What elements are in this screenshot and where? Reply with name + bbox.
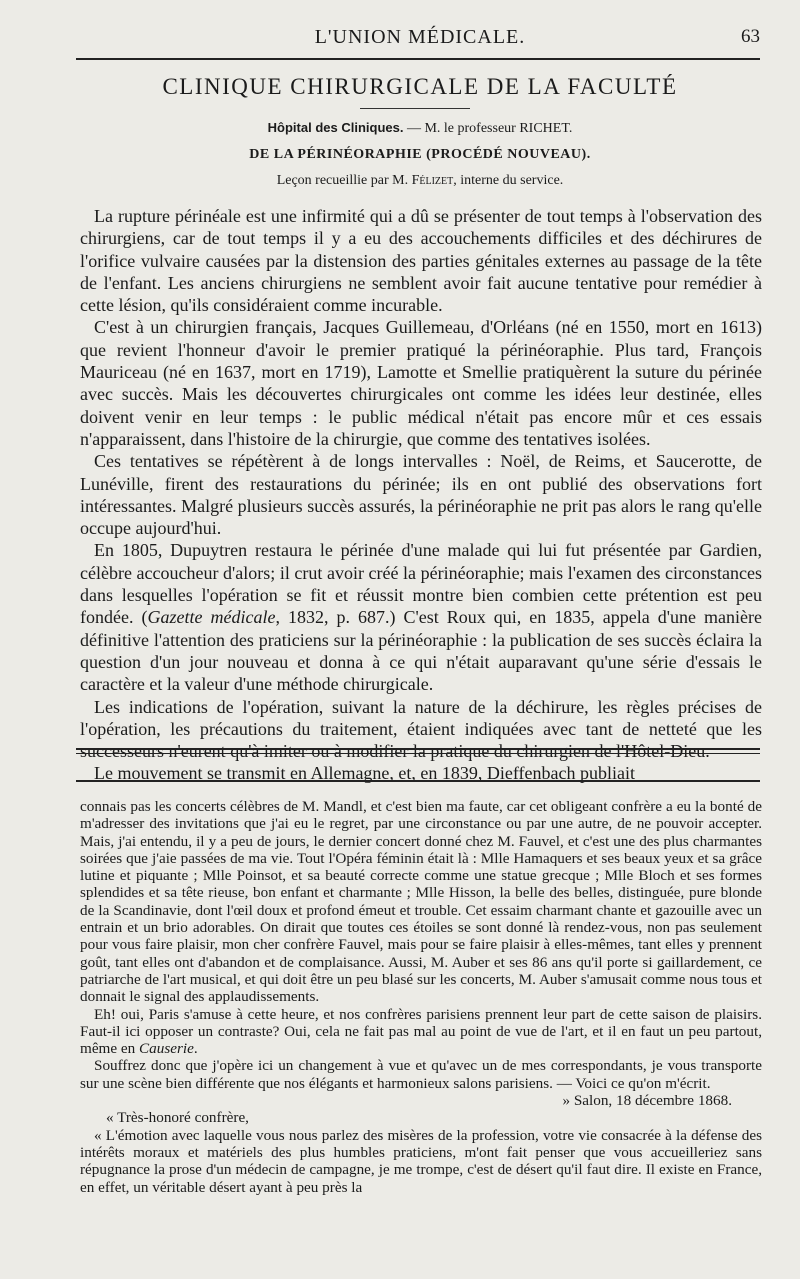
lecture-prefix: Leçon recueillie par M. — [276, 173, 412, 188]
article-paragraph: Ces tentatives se répétèrent à de longs intervalles : Noël, de Reims, et Saucerotte, de Lunéville, firent des restaurations du périnée; ils en ont publié des observations fort intéressantes. Malgré plusieurs succès assurés, la périnéoraphie ne prit pas alors le rang qu'elle occupe aujourd'hui. — [80, 451, 762, 539]
hospital-name: Hôpital des Cliniques. — [267, 120, 404, 135]
feuilleton-paragraph: connais pas les concerts célèbres de M. Mandl, et c'est bien ma faute, car cet obligeant confrère a eu la bonté de m'adresser des invitations que j'ai eu le regret, par une circonstance ou par une autre, de ne pouvoir accepter. Mais, j'ai entendu, il y a peu de jours, le dernier concert donné chez M. Fauvel, et c'est une des plus charmantes soirées que j'aie passées de ma vie. Tout l'Opéra féminin était là : Mlle Hamaquers et ses beaux yeux et sa grâce lutine et piquante ; Mlle Poinsot, et sa beauté correcte comme une statue grecque ; Mlle Bloch et ses formes splendides et sa tête rieuse, bon enfant et charmante ; Mlle Hisson, la belle des belles, distinguée, pure blonde de la Scandinavie, dont l'œil doux et profond émeut et trouble. Cet essaim charmant chante et gazouille avec un entrain et un brio adorables. On dirait que toutes ces étoiles se sont donné là rendez-vous, non pas seulement pour vous faire plaisir, mon cher confrère Fauvel, mais pour se faire plaisir à elles-mêmes, tant elles y prennent goût, tant elles ont d'abandon et de complaisance. Aussi, M. Auber et ses 86 ans qu'il porte si gaillardement, ce patriarche de l'art musical, et qui doit être un peu blasé sur les concerts, M. Auber s'amusait comme nous tous et donnait le signal des applaudissements. — [80, 798, 762, 1006]
causerie-italic: Causerie — [139, 1040, 194, 1058]
section-rule — [76, 748, 760, 750]
letter-date: » Salon, 18 décembre 1868. — [562, 1092, 732, 1110]
article-paragraph: C'est à un chirurgien français, Jacques Guillemeau, d'Orléans (né en 1550, mort en 1613) que revient l'honneur d'avoir le premier pratiqué la périnéoraphie. Plus tard, François Mauriceau (né en 1637, mort en 1719), Lamotte et Smellie pratiquèrent la suture du périnée avec succès. Mais les découvertes chirurgicales ont comme les idées leur destinée, elles doivent venir en leur temps : le public médical n'était pas encore mûr et ces essais n'apparaissent, dans l'histoire de la chirurgie, que comme des tentatives isolées. — [80, 317, 762, 449]
lecture-suffix: , interne du service. — [453, 173, 564, 188]
article-title: CLINIQUE CHIRURGICALE DE LA FACULTÉ — [162, 74, 678, 99]
paragraph-text: , 1832, p. 687.) C'est Roux qui, en 1835, appela d'une manière définitive l'attention des praticiens sur la périnéoraphie : la publication de ses succès éclaira la question d'un jour nouveau et donna à ce qui n'était auparavant qu'une série d'essais le caractère et la valeur d'une méthode chirurgicale. — [80, 607, 762, 695]
letter-paragraph: « L'émotion avec laquelle vous nous parlez des misères de la profession, votre vie consacrée à la défense des intérêts moraux et matériels des plus humbles praticiens, m'ont fait penser que vous accueilleriez sans répugnance la prose d'un médecin de campagne, je me trompe, c'est de désert qu'il faut dire. Il existe en France, en effet, un véritable désert ayant à peu près la — [80, 1126, 762, 1196]
running-head — [80, 26, 760, 52]
header-rule — [76, 58, 760, 60]
page-number: 63 — [741, 26, 760, 47]
article-paragraph: La rupture périnéale est une infirmité qui a dû se présenter de tout temps à l'observation des chirurgiens, car de tout temps il y a eu des accouchements difficiles et des déchirures de l'orifice vulvaire causées par la distension des parties génitales externes au passage de la tête de l'enfant. Les anciens chirurgiens ne semblent avoir fait aucune tentative pour remédier à cette lésion, qu'ils considéraient comme incurable. — [80, 206, 762, 316]
article-paragraph: Les indications de l'opération, suivant la nature de la déchirure, les règles précises de l'opération, les précautions du traitement, étaient indiquées avec tant de netteté que les successeurs n'eurent qu'à imiter ou à modifier la pratique du chirurgien de l'Hôtel-Dieu. — [80, 696, 762, 762]
paragraph-text: . — [193, 1040, 198, 1058]
article-paragraph: Le mouvement se transmit en Allemagne, et, en 1839, Dieffenbach publiait — [94, 763, 636, 784]
feuilleton-paragraph: Souffrez donc que j'opère ici un changement à vue et qu'avec un de mes correspondants, je vous transporte sur une scène bien différente que nos élégants et harmonieux salons parisiens. — Voici ce qu'on m'écrit. — [80, 1057, 762, 1092]
article-body — [80, 205, 762, 785]
professor-name: — M. le professeur RICHET. — [403, 121, 573, 136]
letter-salutation: « Très-honoré confrère, — [106, 1109, 249, 1127]
article-paragraph — [80, 539, 762, 695]
feuilleton-column — [80, 798, 762, 1196]
hospital-line — [80, 120, 760, 137]
feuilleton-paragraph — [80, 1006, 762, 1058]
lecture-credit — [80, 173, 760, 189]
running-title: L'UNION MÉDICALE. — [314, 26, 526, 48]
paragraph-text: Eh! oui, Paris s'amuse à cette heure, et nos confrères parisiens prennent leur part de cette saison de plaisirs. Faut-il ici opposer un contraste? Oui, cela ne fait pas mal au point de vue de l'art, et il en faut un peu partout, même en — [80, 1005, 762, 1058]
section-rule-thin — [76, 753, 760, 754]
paragraph-text: En 1805, Dupuytren restaura le périnée d'une malade qui lui fut présentée par Gardien, célèbre accoucheur d'alors; il crut avoir créé la périnéoraphie; mais l'examen des circonstances dans lesquelles l'opération se fit et réussit montre bien combien cette prétention est peu fondée. ( — [80, 540, 762, 628]
feuilleton-rule — [76, 780, 760, 782]
lecture-author: Félizet — [411, 173, 454, 188]
title-rule — [360, 108, 470, 109]
article-subtitle: DE LA PÉRINÉORAPHIE (PROCÉDÉ NOUVEAU). — [249, 147, 591, 162]
citation: Gazette médicale — [147, 607, 276, 628]
